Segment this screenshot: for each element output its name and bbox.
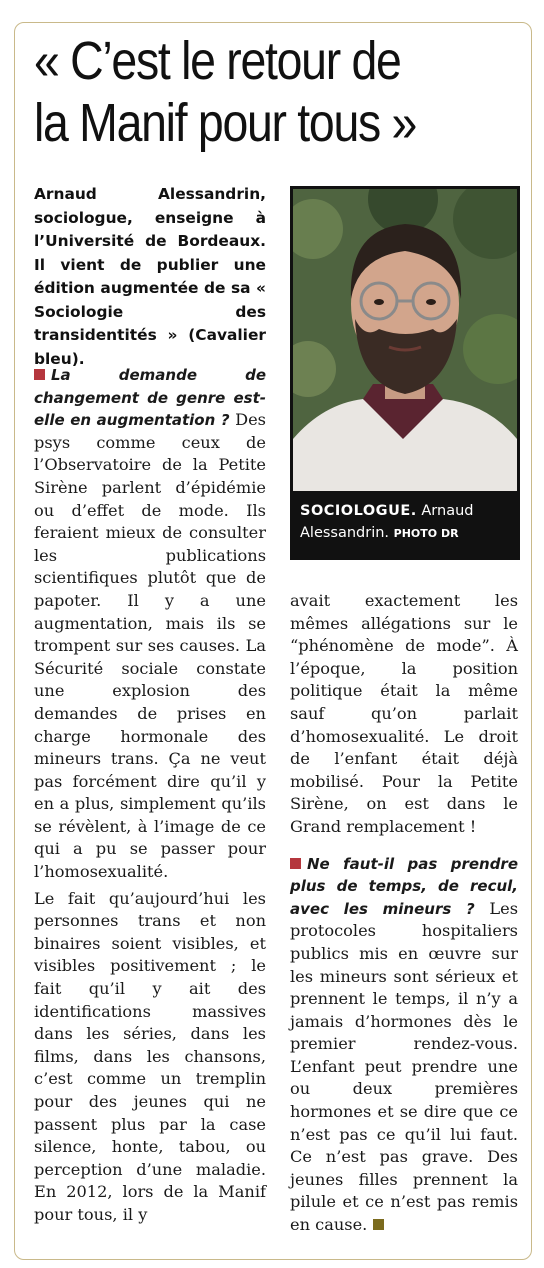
question-answer-1 <box>34 364 266 884</box>
red-square-bullet-icon <box>290 858 301 869</box>
caption-lead: SOCIOLOGUE. <box>300 503 417 519</box>
answer-1: Des psys comme ceux de l’Observatoire de la Petite Sirène parlent d’épidémie ou d’effet de mode. Ils feraient mieux de consulter les publications scientifiques plutôt que de papoter. Il y a une augmentation, mais ils se trompent sur ses causes. La Sécurité sociale constate une explosion des demandes de prises en charge hormonale des mineurs trans. Ça ne veut pas forcément dire qu’il y en a plus, simplement qu’ils se révèlent, à l’image de ce qui a pu se passer pour l’homosexualité. <box>34 410 266 882</box>
headline-line-1: « C’est le retour de <box>34 31 401 91</box>
article-intro: Arnaud Alessandrin, sociologue, enseigne à l’Université de Bordeaux. Il vient de publier une édition augmentée de sa « Sociologie des transidentités » (Cavalier bleu). <box>34 185 266 368</box>
caption-text: Arnaud Alessandrin. <box>300 503 474 541</box>
question-1: La demande de changement de genre est-elle en augmentation ? <box>34 366 266 430</box>
question-answer-2 <box>290 853 518 1237</box>
paragraph-2-continued: avait exactement les mêmes allégations sur le “phénomène de mode”. À l’époque, la position politique était la même sauf qu’on parlait d’homosexualité. Le droit de l’enfant était déjà mobilisé. Pour la Petite Sirène, on est dans le Grand remplacement ! <box>290 591 518 836</box>
question-2: Ne faut-il pas prendre plus de temps, de recul, avec les mineurs ? <box>290 854 518 918</box>
photo-box <box>290 186 520 560</box>
column-right <box>290 590 518 1237</box>
end-of-article-icon <box>373 1219 384 1230</box>
photo-credit: PHOTO DR <box>393 527 459 540</box>
article-headline <box>34 30 447 154</box>
photo-caption <box>300 500 514 545</box>
paragraph-2: Le fait qu’aujourd’hui les personnes trans et non binaires soient visibles, et visibles positivement ; le fait qu’il y ait des identifications massives dans les séries, dans les films, dans les chansons, c’est comme un tremplin pour des jeunes qui ne passent plus par la case silence, honte, tabou, ou perception d’une maladie. En 2012, lors de la Manif pour tous, il y <box>34 888 266 1224</box>
red-square-bullet-icon <box>34 369 45 380</box>
headline-line-2: la Manif pour tous » <box>34 93 417 153</box>
portrait-illustration <box>293 189 517 491</box>
column-left <box>34 364 266 1227</box>
portrait-photo <box>293 189 517 491</box>
answer-2: Les protocoles hospitaliers publics mis en œuvre sur les mineurs sont sérieux et prennent le temps, il n’y a jamais d’hormones dès le premier rendez-vous. L’enfant peut prendre une ou deux premières hormones et se dire que ce n’est pas ce qu’il lui faut. Ce n’est pas grave. Des jeunes filles prennent la pilule et ce n’est pas remis en cause. <box>290 898 518 1235</box>
